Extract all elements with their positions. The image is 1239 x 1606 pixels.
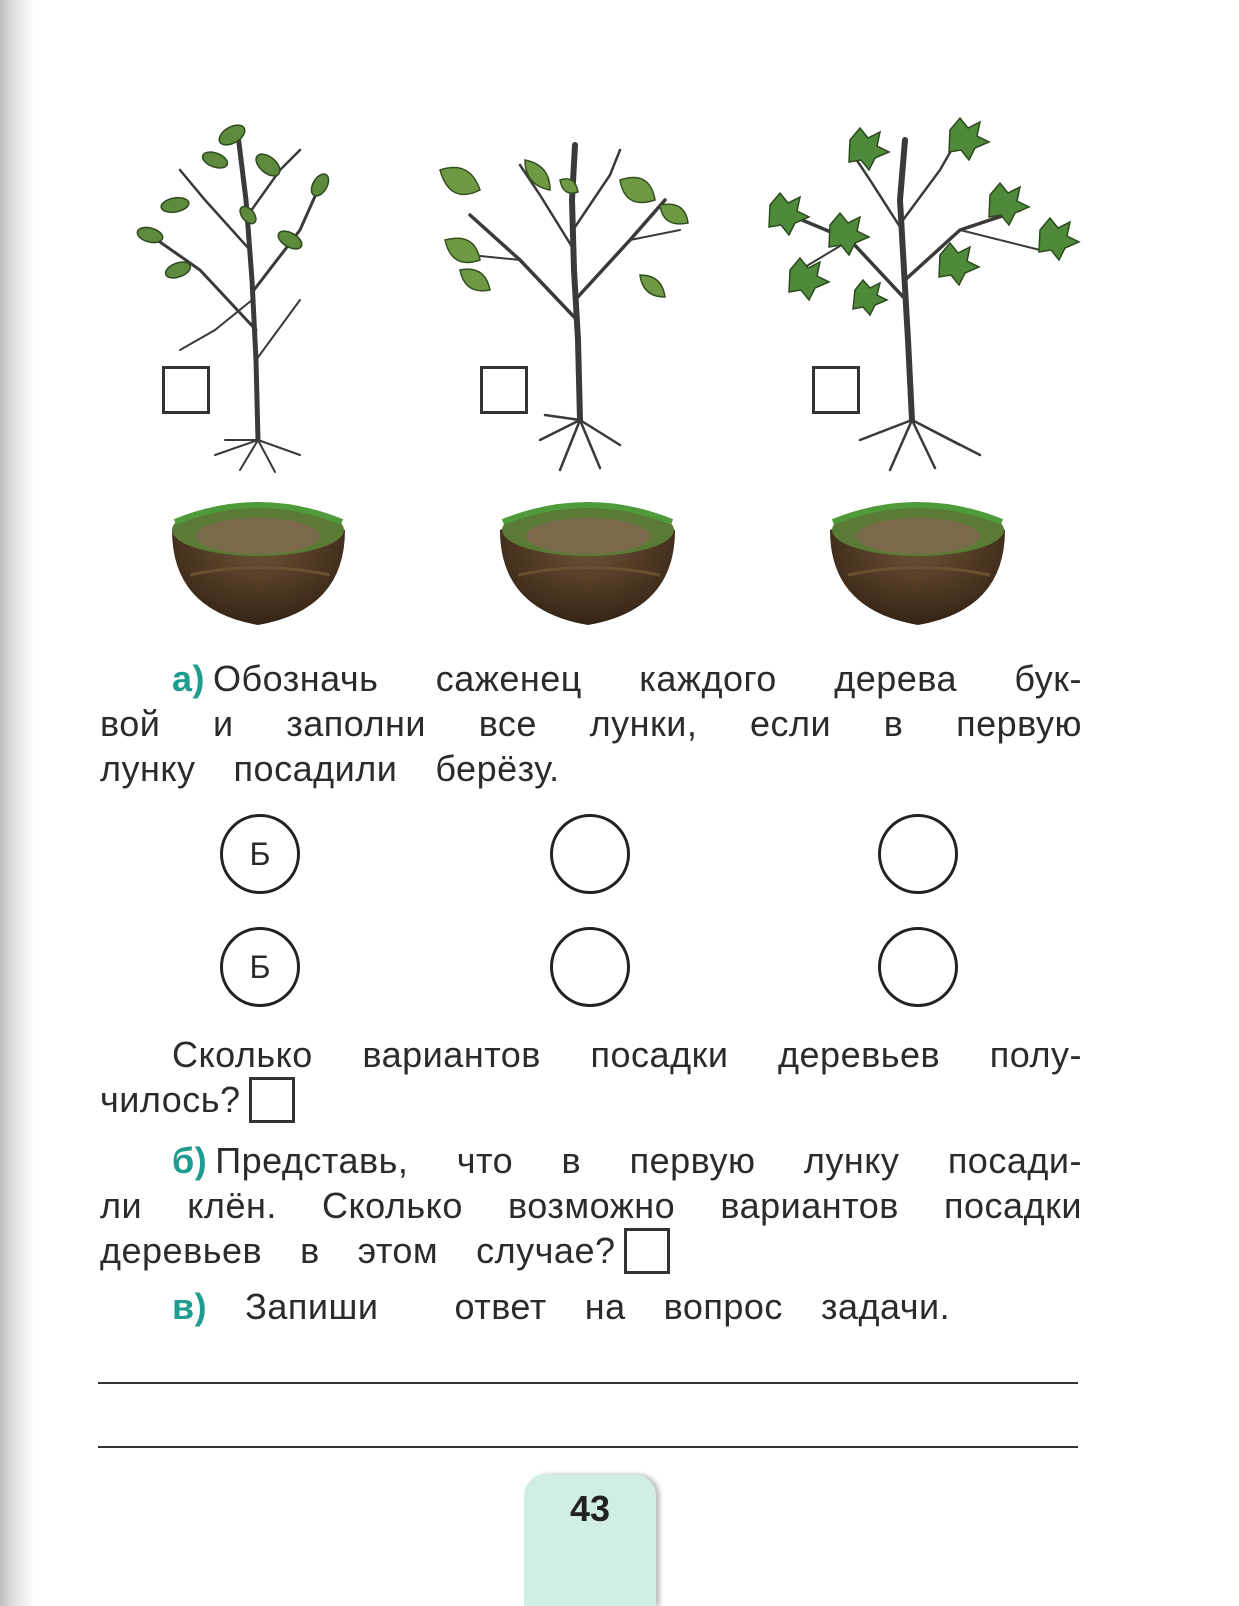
task-b-text: б) Представь, что в первую лунку посади- ли клён. Сколько возможно вариантов посадки деревьев в этом случае?	[100, 1138, 1082, 1273]
task-a-marker: а)	[172, 658, 206, 699]
variant-circle[interactable]	[878, 927, 958, 1007]
sapling-letter-box-1[interactable]	[162, 366, 210, 414]
variant-circle[interactable]	[550, 814, 630, 894]
planting-hole-icon	[172, 504, 345, 625]
maple-sapling-icon	[769, 118, 1079, 470]
answer-line-1[interactable]	[98, 1382, 1078, 1384]
planting-hole-icon	[830, 504, 1005, 625]
variants-question: Сколько вариантов посадки деревьев полу- чилось?	[100, 1032, 1082, 1122]
sapling-letter-box-2[interactable]	[480, 366, 528, 414]
linden-sapling-icon	[440, 145, 688, 470]
saplings-illustration	[0, 0, 1239, 660]
planting-hole-icon	[500, 504, 675, 625]
task-b-marker: б)	[172, 1140, 208, 1181]
variant-circle[interactable]: Б	[220, 927, 300, 1007]
variant-circle[interactable]	[878, 814, 958, 894]
sapling-letter-box-3[interactable]	[812, 366, 860, 414]
page-number-tab	[524, 1474, 656, 1606]
task-c-text: в) Запиши ответ на вопрос задачи.	[172, 1286, 951, 1327]
birch-sapling-icon	[136, 121, 332, 472]
answer-line-2[interactable]	[98, 1446, 1078, 1448]
answer-box-maple[interactable]	[624, 1228, 670, 1274]
task-c-marker: в)	[172, 1286, 208, 1327]
answer-box-variants[interactable]	[249, 1077, 295, 1123]
page-number: 43	[569, 1488, 611, 1529]
variant-circle[interactable]: Б	[220, 814, 300, 894]
variant-circle[interactable]	[550, 927, 630, 1007]
task-a-text: а) Обозначь саженец каждого дерева бук- вой и заполни все лунки, если в первую лунку посадили берёзу.	[100, 658, 1082, 789]
